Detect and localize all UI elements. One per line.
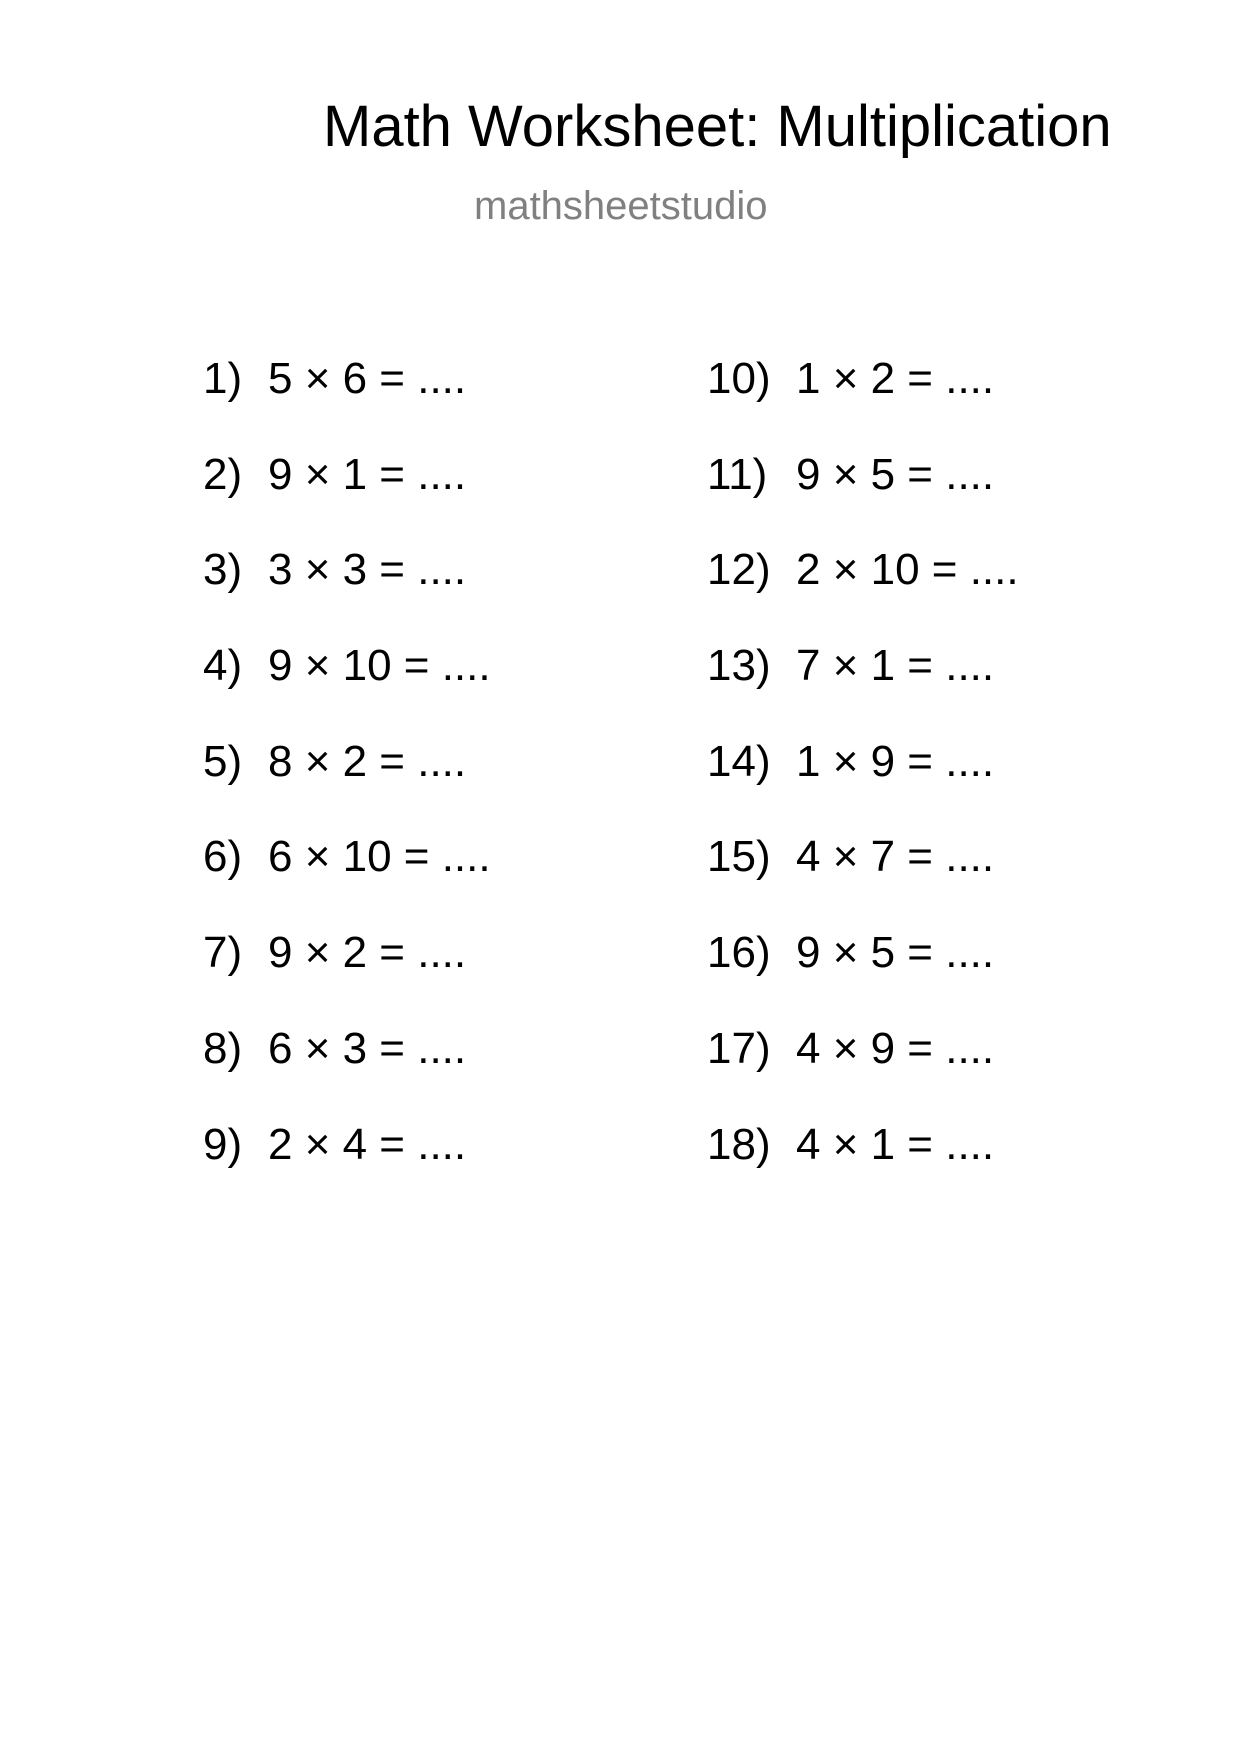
problem-expression: 6 × 10 = .... bbox=[268, 832, 491, 882]
problem-item bbox=[203, 449, 491, 549]
worksheet-title: Math Worksheet: Multiplication bbox=[323, 94, 1112, 159]
problem-item bbox=[707, 928, 1019, 1027]
problem-expression: 4 × 1 = .... bbox=[796, 1119, 995, 1169]
problem-number: 14) bbox=[707, 736, 771, 786]
problem-item bbox=[707, 545, 1019, 644]
problem-number: 1) bbox=[203, 354, 243, 403]
problem-expression: 9 × 5 = .... bbox=[796, 928, 995, 978]
problem-expression: 8 × 2 = .... bbox=[268, 736, 467, 786]
problem-item bbox=[707, 354, 1019, 453]
problem-number: 17) bbox=[707, 1023, 771, 1073]
problem-number: 4) bbox=[203, 641, 243, 691]
problem-number: 2) bbox=[203, 449, 243, 499]
problem-expression: 1 × 2 = .... bbox=[796, 354, 995, 403]
problem-item bbox=[203, 736, 491, 836]
problem-expression: 9 × 5 = .... bbox=[796, 449, 995, 499]
problem-number: 15) bbox=[707, 832, 771, 882]
problem-expression: 3 × 3 = .... bbox=[268, 545, 467, 595]
problem-item bbox=[203, 641, 491, 740]
problem-expression: 9 × 1 = .... bbox=[268, 449, 467, 499]
problem-item bbox=[203, 1119, 491, 1219]
problem-item bbox=[203, 928, 491, 1027]
problem-item bbox=[203, 832, 491, 931]
problem-expression: 9 × 2 = .... bbox=[268, 928, 467, 978]
problem-expression: 1 × 9 = .... bbox=[796, 736, 995, 786]
problem-item bbox=[707, 641, 1019, 740]
problem-number: 16) bbox=[707, 928, 771, 978]
problem-item bbox=[203, 545, 491, 644]
problem-number: 5) bbox=[203, 736, 243, 786]
problem-number: 3) bbox=[203, 545, 243, 595]
problem-expression: 4 × 7 = .... bbox=[796, 832, 995, 882]
problem-item bbox=[203, 1023, 491, 1123]
problem-expression: 7 × 1 = .... bbox=[796, 641, 995, 691]
problem-item bbox=[203, 354, 491, 453]
problem-expression: 2 × 4 = .... bbox=[268, 1119, 467, 1169]
problem-expression: 9 × 10 = .... bbox=[268, 641, 491, 691]
publisher-name: mathsheetstudio bbox=[474, 184, 768, 228]
problem-expression: 5 × 6 = .... bbox=[268, 354, 467, 403]
problem-number: 11) bbox=[707, 449, 768, 499]
problem-number: 8) bbox=[203, 1023, 243, 1073]
problem-number: 18) bbox=[707, 1119, 771, 1169]
problem-item bbox=[707, 1023, 1019, 1123]
problem-number: 12) bbox=[707, 545, 771, 595]
problem-item bbox=[707, 832, 1019, 931]
problem-expression: 4 × 9 = .... bbox=[796, 1023, 995, 1073]
problem-number: 7) bbox=[203, 928, 243, 978]
problem-expression: 6 × 3 = .... bbox=[268, 1023, 467, 1073]
problem-item bbox=[707, 736, 1019, 836]
problem-number: 9) bbox=[203, 1119, 243, 1169]
problem-expression: 2 × 10 = .... bbox=[796, 545, 1019, 595]
problem-item bbox=[707, 1119, 1019, 1219]
problem-column-left bbox=[203, 354, 491, 1218]
problem-number: 6) bbox=[203, 832, 243, 882]
problem-number: 10) bbox=[707, 354, 771, 403]
problem-number: 13) bbox=[707, 641, 771, 691]
problem-item bbox=[707, 449, 1019, 549]
problem-column-right bbox=[707, 354, 1019, 1218]
